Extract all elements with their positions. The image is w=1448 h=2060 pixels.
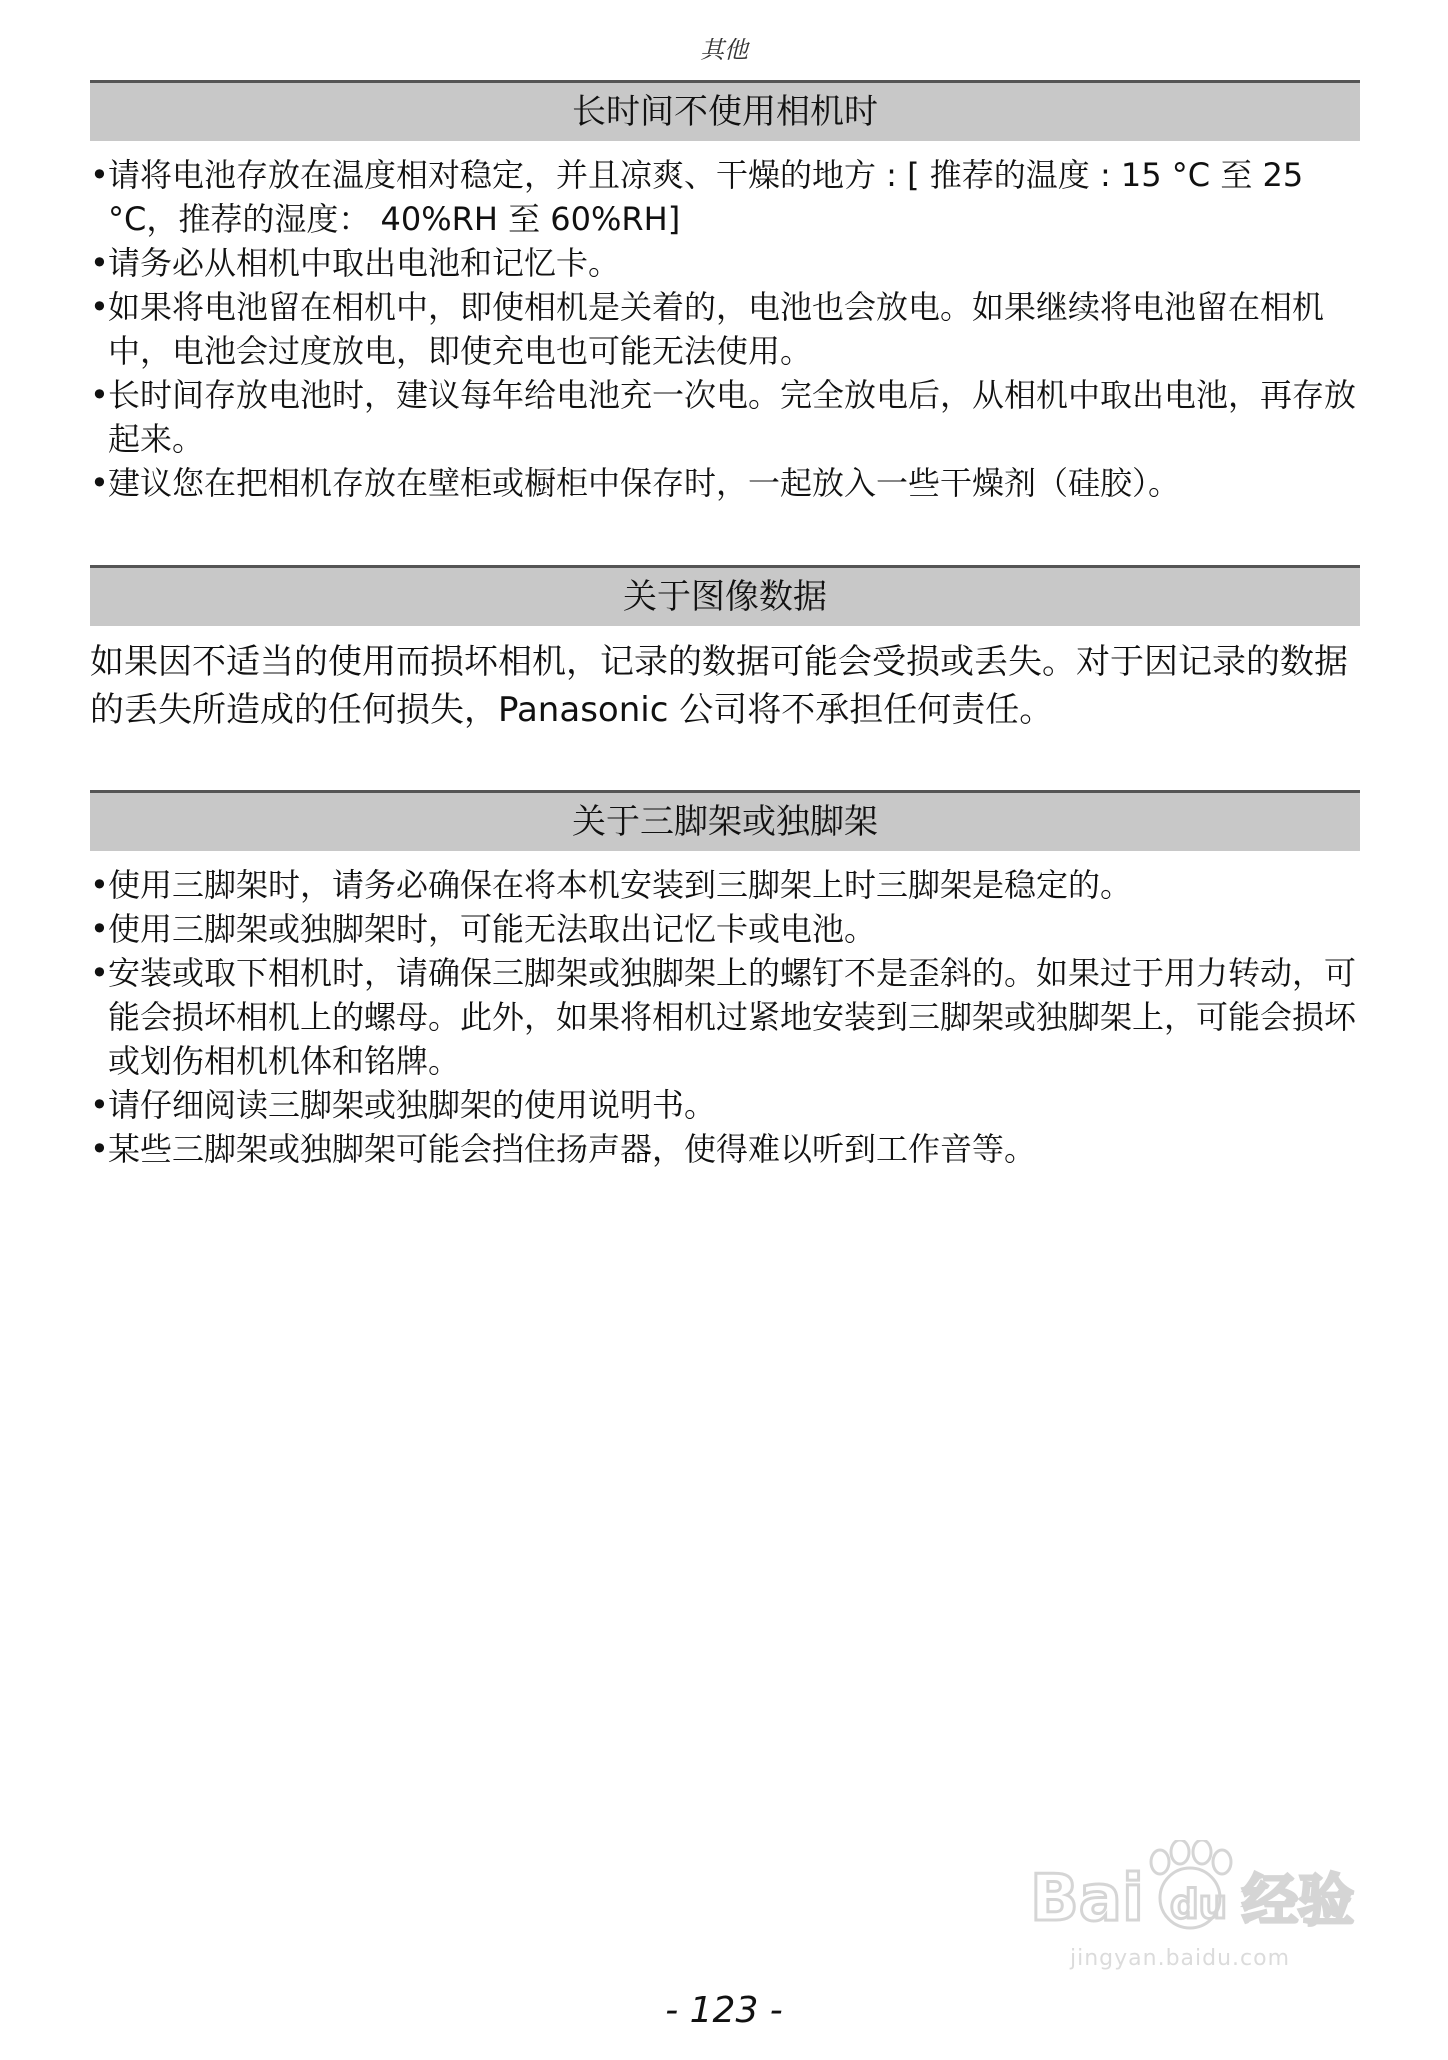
list-item-text: 某些三脚架或独脚架可能会挡住扬声器，使得难以听到工作音等。 xyxy=(108,1130,1037,1168)
bullet-icon: • xyxy=(90,244,109,282)
bullet-icon: • xyxy=(90,376,109,414)
section-long-storage xyxy=(90,80,1360,505)
list-item-text: 安装或取下相机时，请确保三脚架或独脚架上的螺钉不是歪斜的。如果过于用力转动，可能会损坏相机上的螺母。此外，如果将相机过紧地安装到三脚架或独脚架上，可能会损坏或划伤相机机体和铭牌。 xyxy=(108,954,1357,1080)
list-item-text: 建议您在把相机存放在壁柜或橱柜中保存时，一起放入一些干燥剂（硅胶）。 xyxy=(108,464,1181,502)
list-item-text: 请将电池存放在温度相对稳定，并且凉爽、干燥的地方 : [ 推荐的温度 : 15 °C 至 25 °C，推荐的湿度： 40%RH 至 60%RH] xyxy=(108,156,1304,238)
svg-text:Bai: Bai xyxy=(1030,1862,1144,1936)
section-title: 关于三脚架或独脚架 xyxy=(90,790,1360,851)
list-item xyxy=(90,1127,1360,1171)
list-item xyxy=(90,153,1360,241)
list-item xyxy=(90,241,1360,285)
list-item xyxy=(90,863,1360,907)
bullet-icon: • xyxy=(90,866,109,904)
baidu-logo-icon xyxy=(1030,1840,1370,1950)
bullet-icon: • xyxy=(90,464,109,502)
section-paragraph: 如果因不适当的使用而损坏相机，记录的数据可能会受损或丢失。对于因记录的数据的丢失所造成的任何损失，Panasonic 公司将不承担任何责任。 xyxy=(90,642,1348,730)
list-item xyxy=(90,907,1360,951)
list-item-text: 长时间存放电池时，建议每年给电池充一次电。完全放电后，从相机中取出电池，再存放起来。 xyxy=(108,376,1357,458)
running-head: 其他 xyxy=(700,36,748,64)
bullet-icon: • xyxy=(90,156,109,194)
bullet-list xyxy=(90,153,1360,505)
list-item-text: 使用三脚架时，请务必确保在将本机安装到三脚架上时三脚架是稳定的。 xyxy=(108,866,1133,904)
bullet-icon: • xyxy=(90,1130,109,1168)
list-item xyxy=(90,461,1360,505)
list-item-text: 请务必从相机中取出电池和记忆卡。 xyxy=(108,244,621,282)
bullet-icon: • xyxy=(90,288,109,326)
bullet-icon: • xyxy=(90,910,109,948)
svg-text:经验: 经验 xyxy=(1242,1869,1354,1934)
baidu-jingyan-watermark xyxy=(1030,1840,1370,1970)
list-item-text: 请仔细阅读三脚架或独脚架的使用说明书。 xyxy=(108,1086,717,1124)
bullet-icon: • xyxy=(90,1086,109,1124)
bullet-list xyxy=(90,863,1360,1171)
bullet-icon: • xyxy=(90,954,109,992)
list-item-text: 使用三脚架或独脚架时，可能无法取出记忆卡或电池。 xyxy=(108,910,877,948)
list-item-text: 如果将电池留在相机中，即使相机是关着的，电池也会放电。如果继续将电池留在相机中，电池会过度放电，即使充电也可能无法使用。 xyxy=(108,288,1325,370)
section-tripod xyxy=(90,790,1360,1171)
list-item xyxy=(90,285,1360,373)
page-number: - 123 - xyxy=(665,1990,783,2031)
section-image-data xyxy=(90,565,1360,734)
list-item xyxy=(90,373,1360,461)
list-item xyxy=(90,951,1360,1083)
svg-text:du: du xyxy=(1170,1882,1228,1928)
section-title: 长时间不使用相机时 xyxy=(90,80,1360,141)
watermark-url: jingyan.baidu.com xyxy=(1070,1946,1291,1971)
list-item xyxy=(90,1083,1360,1127)
section-title: 关于图像数据 xyxy=(90,565,1360,626)
